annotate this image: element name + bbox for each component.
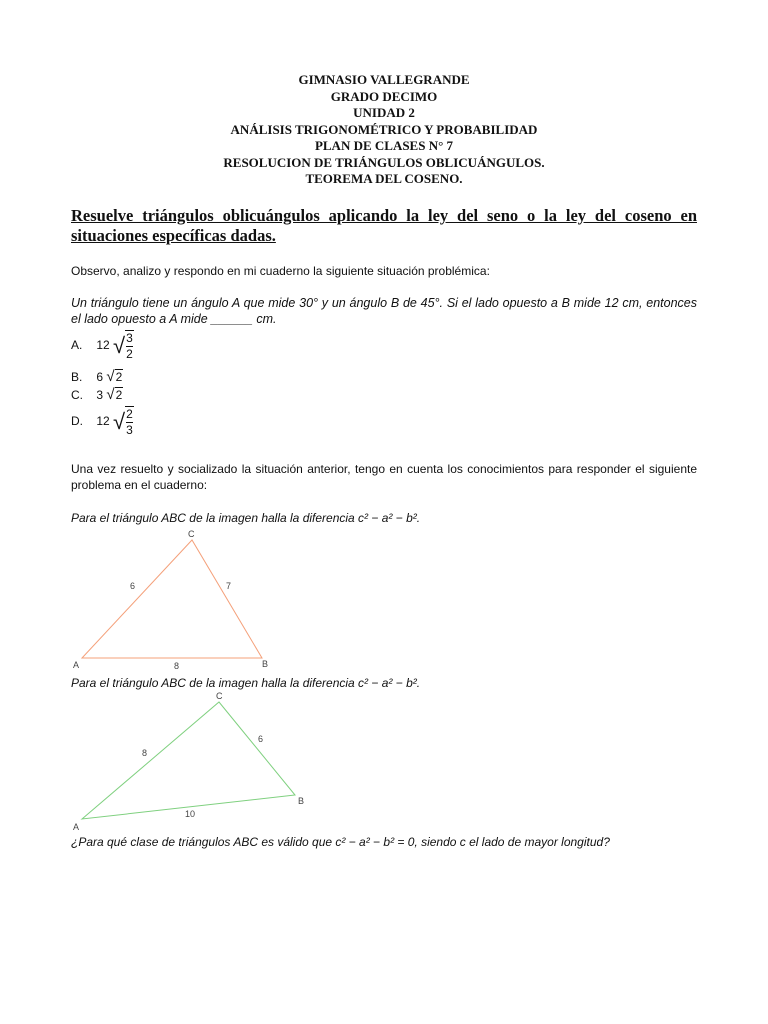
theorem: TEOREMA DEL COSENO. bbox=[305, 171, 463, 186]
option-label: C. bbox=[71, 388, 83, 402]
vertex-b-label: B bbox=[262, 659, 269, 669]
side-bc-label: 6 bbox=[258, 734, 264, 744]
triangle-1-shape bbox=[82, 540, 262, 658]
question-2: Para el triángulo ABC de la imagen halla la diferencia c² − a² − b². bbox=[71, 676, 421, 690]
sqrt-icon: √ bbox=[106, 386, 115, 403]
fraction-denominator: 3 bbox=[126, 423, 133, 437]
side-bc-label: 7 bbox=[226, 581, 232, 591]
final-question: ¿Para qué clase de triángulos ABC es válido que c² − a² − b² = 0, siendo c el lado de mayor longitud? bbox=[71, 835, 610, 849]
triangle-2-figure bbox=[68, 692, 318, 832]
triangle-2-shape bbox=[82, 702, 295, 819]
triangle-1-figure bbox=[68, 525, 288, 675]
option-label: B. bbox=[71, 370, 83, 384]
option-coef: 12 bbox=[96, 414, 110, 429]
side-ab-label: 10 bbox=[185, 809, 196, 819]
grade: GRADO DECIMO bbox=[330, 88, 438, 104]
unit: UNIDAD 2 bbox=[353, 105, 415, 120]
sqrt-icon: √ bbox=[106, 368, 115, 385]
school-name: GIMNASIO VALLEGRANDE bbox=[298, 72, 470, 87]
followup-text: Una vez resuelto y socializado la situación anterior, tengo en cuenta los conocimientos para responder el siguiente problema en el cuaderno: bbox=[71, 462, 697, 492]
option-b bbox=[71, 368, 123, 385]
option-d bbox=[71, 406, 134, 438]
side-ab-label: 8 bbox=[174, 661, 180, 671]
option-coef: 12 bbox=[96, 338, 110, 353]
option-coef: 6 bbox=[96, 370, 104, 384]
radicand: 2 bbox=[115, 370, 123, 384]
fraction-numerator: 3 bbox=[126, 331, 133, 345]
subject: RESOLUCION DE TRIÁNGULOS OBLICUÁNGULOS. bbox=[223, 154, 545, 170]
sqrt-icon: √ bbox=[113, 409, 126, 434]
option-coef: 3 bbox=[96, 388, 104, 402]
fraction-numerator: 2 bbox=[126, 407, 133, 421]
option-label: D. bbox=[71, 414, 83, 429]
side-ac-label: 8 bbox=[142, 748, 148, 758]
plan-number: PLAN DE CLASES N° 7 bbox=[314, 138, 454, 153]
option-a bbox=[71, 330, 134, 362]
vertex-c-label: C bbox=[216, 692, 223, 701]
sqrt-icon: √ bbox=[113, 333, 126, 358]
vertex-a-label: A bbox=[73, 660, 80, 670]
question-1: Para el triángulo ABC de la imagen halla la diferencia c² − a² − b². bbox=[71, 511, 421, 525]
fraction-denominator: 2 bbox=[126, 347, 133, 361]
problem-1: Un triángulo tiene un ángulo A que mide 30° y un ángulo B de 45°. Si el lado opuesto a B mide 12 cm, entonces el lado opuesto a A mide ______ cm. bbox=[71, 296, 697, 326]
option-label: A. bbox=[71, 338, 83, 353]
vertex-b-label: B bbox=[298, 796, 305, 806]
side-ac-label: 6 bbox=[130, 581, 136, 591]
vertex-a-label: A bbox=[73, 822, 80, 832]
document-header bbox=[0, 72, 768, 188]
option-c bbox=[71, 386, 123, 403]
intro-text: Observo, analizo y respondo en mi cuaderno la siguiente situación problémica: bbox=[71, 264, 490, 278]
vertex-c-label: C bbox=[188, 529, 195, 539]
objective: Resuelve triángulos oblicuángulos aplicando la ley del seno o la ley del coseno en situaciones específicas dadas. bbox=[71, 206, 697, 245]
topic: ANÁLISIS TRIGONOMÉTRICO Y PROBABILIDAD bbox=[230, 121, 538, 137]
radicand: 2 bbox=[115, 388, 123, 402]
